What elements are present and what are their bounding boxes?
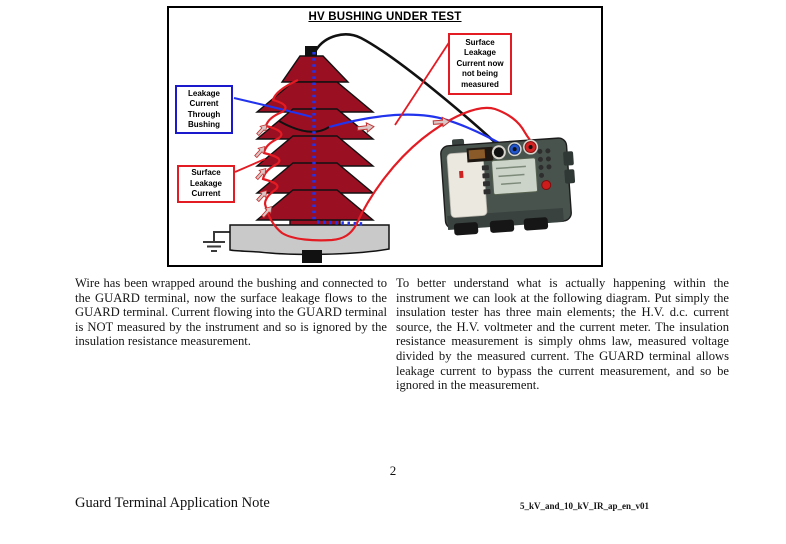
- figure-title: HV BUSHING UNDER TEST: [308, 11, 462, 23]
- paragraph-left: Wire has been wrapped around the bushing and connected to the GUARD terminal, now the surface leakage flows to the GUARD terminal. Current flowing into the GUARD terminal is NOT measured by the instrument and so is ignored by the insulation resistance measurement.: [75, 276, 387, 349]
- callout-text: Leakage Current Through Bushing: [187, 88, 221, 129]
- bushing-diagram: [169, 8, 601, 265]
- callout-text: Surface Leakage Current now not being measured: [456, 37, 504, 89]
- footer-doc-title: Guard Terminal Application Note: [75, 495, 270, 511]
- ground-symbol-icon: [203, 232, 230, 251]
- tester-lcd: [491, 158, 537, 195]
- callout-leakage-through-bushing: [175, 85, 233, 134]
- paragraph-right: To better understand what is actually happening within the instrument we can look at the following diagram. Put simply the insulation tester has three main elements; the H.V. d.c. current source, the H.V. voltmeter and the current meter. The insulation resistance measurement is simply ohms law, measured voltage divided by the measured current. The GUARD terminal allows leakage current to bypass the current measurement, and so be ignored in the measurement.: [396, 276, 729, 393]
- callout-surface-not-measured: [448, 33, 512, 95]
- callout-leader-red-top: [395, 41, 450, 125]
- callout-surface-leakage: [177, 165, 235, 203]
- footer-doc-ref: 5_kV_and_10_kV_IR_ap_en_v01: [520, 501, 650, 511]
- flange-stub: [302, 250, 322, 263]
- figure-frame: [167, 6, 603, 267]
- callout-text: Surface Leakage Current: [189, 168, 223, 199]
- page-number: 2: [389, 463, 397, 478]
- tester-test-button: [541, 180, 551, 190]
- brand-mark: [459, 171, 463, 178]
- insulation-tester: [440, 131, 578, 236]
